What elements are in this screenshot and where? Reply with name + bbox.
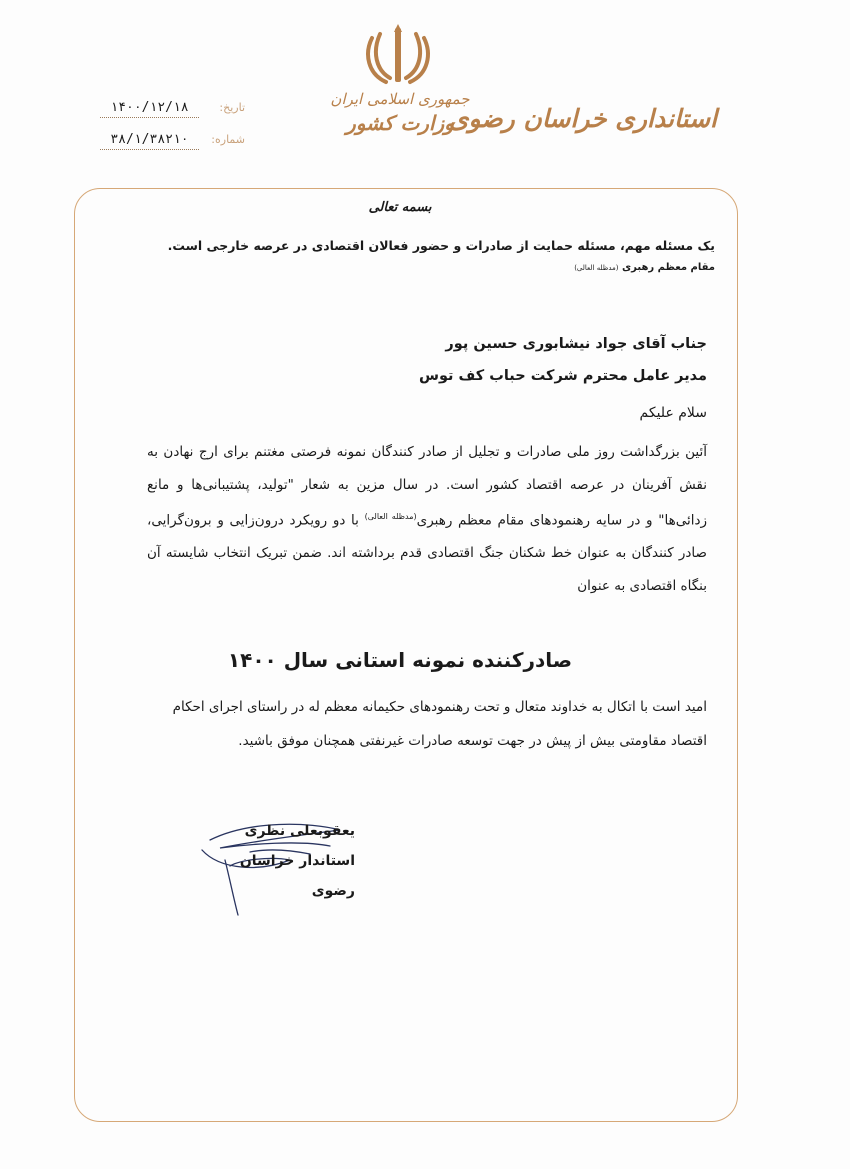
addressee-name: جناب آقای جواد نیشابوری حسین پور bbox=[445, 336, 707, 352]
body-sup: (مدظله العالی) bbox=[364, 512, 417, 521]
leader-quote: یک مسئله مهم، مسئله حمایت از صادرات و حضور فعالان اقتصادی در عرصه خارجی است. bbox=[167, 238, 715, 253]
body-part-1: آئین بزرگداشت روز ملی صادرات و تجلیل از صادر کنندگان نمونه فرصتی مغتنم برای ارج نهادن به نقش آفرینان در عرصه اقتصاد کشور است. در سال مزین به شعار "تولید، پشتیبانی‌ها و مانع زدائی‌ها" و در سایه رهنمودهای مقام معظم رهبری bbox=[147, 444, 707, 529]
body-part-2: با دو رویکرد درون‌زایی و برون‌گرایی، صادر کنندگان به عنوان خط شکنان جنگ اقتصادی قدم برداشته اند. ضمن تبریک انتخاب شایسته آن بنگاه اقتصادی به عنوان bbox=[147, 512, 707, 594]
signer-block bbox=[205, 816, 355, 906]
date-row bbox=[100, 100, 245, 132]
date-label: تاریخ: bbox=[219, 101, 245, 114]
closing-paragraph: امید است با اتکال به خداوند متعال و تحت رهنمودهای حکیمانه معظم له در راستای اجرای احکام اقتصاد مقاومتی بیش از پیش در جهت توسعه صادرات غیرنفتی همچنان موفق باشید. bbox=[172, 699, 707, 749]
iran-emblem-icon bbox=[362, 24, 434, 88]
body-paragraph bbox=[147, 436, 707, 602]
letter-meta bbox=[100, 100, 245, 164]
ministry-line-1: جمهوری اسلامی ایران bbox=[330, 90, 470, 108]
date-value: ۱۴۰۰/۱۲/۱۸ bbox=[100, 100, 199, 118]
quote-attribution-main: مقام معظم رهبری bbox=[621, 262, 715, 273]
number-value: ۳۸/۱/۳۸۲۱۰ bbox=[100, 132, 199, 150]
ministry-line-2: وزارت کشور bbox=[346, 111, 454, 135]
number-label: شماره: bbox=[211, 133, 245, 146]
bismillah: بسمه تعالی bbox=[368, 200, 432, 215]
number-row bbox=[100, 132, 245, 164]
signer-name: یعقوبعلی نظری bbox=[244, 823, 355, 839]
addressee-title: مدیر عامل محترم شرکت حباب کف توس bbox=[418, 368, 707, 384]
award-headline: صادرکننده نمونه استانی سال ۱۴۰۰ bbox=[227, 648, 573, 672]
quote-attribution bbox=[415, 262, 715, 273]
addressee bbox=[147, 328, 707, 392]
greeting: سلام علیکم bbox=[639, 405, 707, 421]
signer-title: استاندار خراسان رضوی bbox=[239, 853, 355, 899]
governorate-title: استانداری خراسان رضوی bbox=[448, 104, 717, 133]
quote-attribution-sup: (مدظله العالی) bbox=[574, 264, 619, 272]
